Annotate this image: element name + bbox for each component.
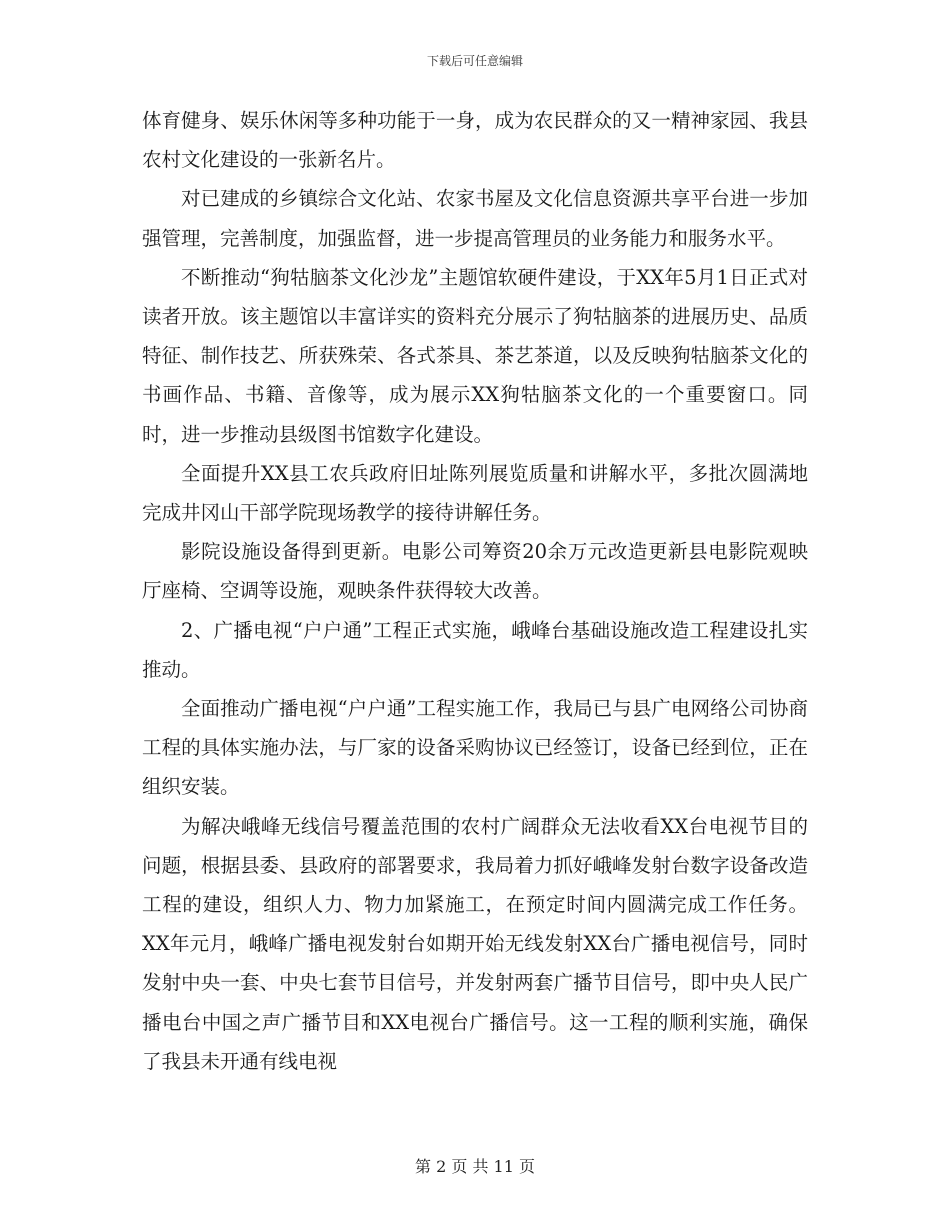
paragraph: 对已建成的乡镇综合文化站、农家书屋及文化信息资源共享平台进一步加强管理，完善制度，加强监督，进一步提高管理员的业务能力和服务水平。 [142, 187, 808, 250]
paragraph: 影院设施设备得到更新。电影公司筹资20余万元改造更新县电影院观映厅座椅、空调等设施，观映条件获得较大改善。 [142, 540, 808, 603]
paragraph: 2、广播电视“户户通”工程正式实施，峨峰台基础设施改造工程建设扎实推动。 [142, 618, 808, 681]
document-body [142, 101, 808, 1081]
page-header: 下载后可任意编辑 [426, 54, 523, 68]
paragraph: 全面提升XX县工农兵政府旧址陈列展览质量和讲解水平，多批次圆满地完成井冈山干部学院现场教学的接待讲解任务。 [142, 461, 808, 525]
paragraph: 全面推动广播电视“户户通”工程实施工作，我局已与县广电网络公司协商工程的具体实施办法，与厂家的设备采购协议已经签订，设备已经到位，正在组织安装。 [142, 697, 808, 799]
paragraph: 不断推动“狗牯脑茶文化沙龙”主题馆软硬件建设，于XX年5月1日正式对读者开放。该主题馆以丰富详实的资料充分展示了狗牯脑茶的进展历史、品质特征、制作技艺、所获殊荣、各式茶具、茶艺茶道，以及反映狗牯脑茶文化的书画作品、书籍、音像等，成为展示XX狗牯脑茶文化的一个重要窗口。同时，进一步推动县级图书馆数字化建设。 [142, 265, 808, 446]
paragraph: 为解决峨峰无线信号覆盖范围的农村广阔群众无法收看XX台电视节目的问题，根据县委、县政府的部署要求，我局着力抓好峨峰发射台数字设备改造工程的建设，组织人力、物力加紧施工，在预定时间内圆满完成工作任务。XX年元月，峨峰广播电视发射台如期开始无线发射XX台广播电视信号，同时发射中央一套、中央七套节目信号，并发射两套广播节目信号，即中央人民广播电台中国之声广播节目和XX电视台广播信号。这一工程的顺利实施，确保了我县未开通有线电视 [142, 814, 808, 1073]
paragraph: 体育健身、娱乐休闲等多种功能于一身，成为农民群众的又一精神家园、我县农村文化建设的一张新名片。 [142, 109, 808, 172]
page-footer: 第 2 页 共 11 页 [415, 1157, 535, 1176]
